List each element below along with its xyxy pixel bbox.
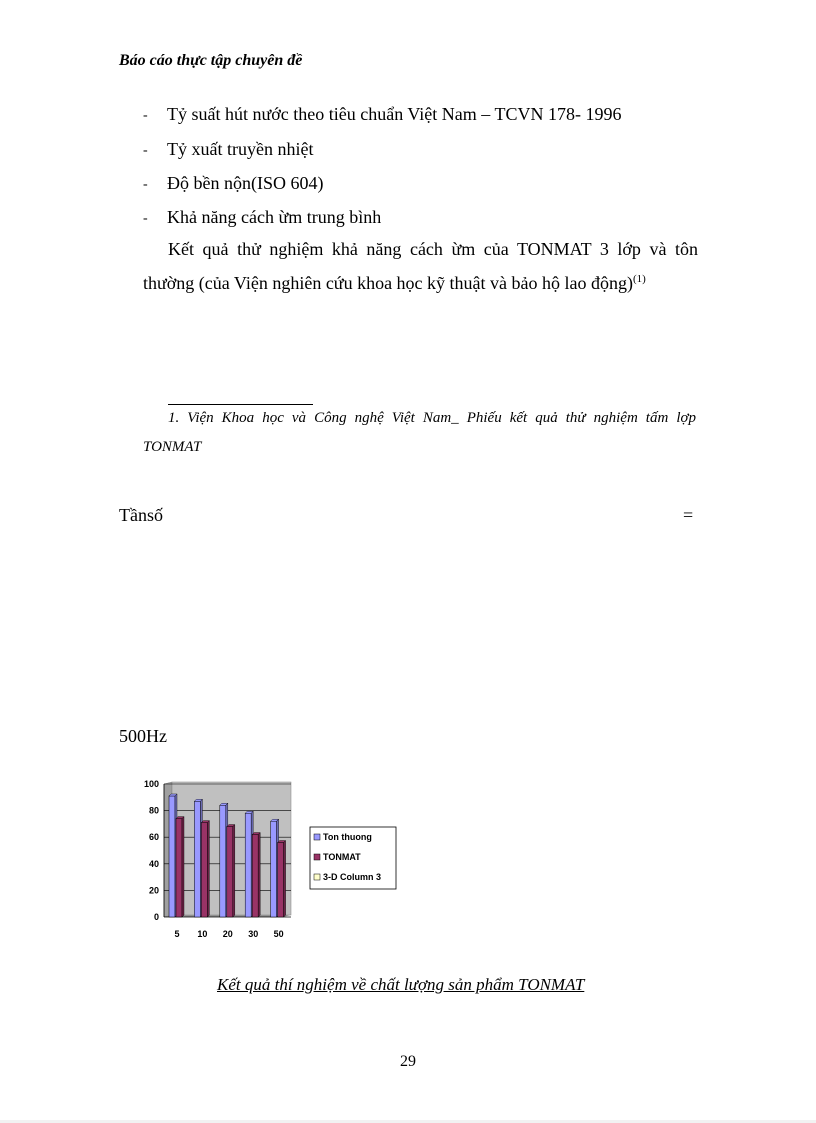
bar-tonmat xyxy=(201,823,207,917)
bar-tonmat xyxy=(176,819,182,917)
chart-caption: Kết quả thí nghiệm về chất lượng sản phẩm TONMAT xyxy=(217,975,585,994)
bullet-dash: - xyxy=(143,143,148,158)
bar-tonmat xyxy=(278,843,284,917)
bar-side xyxy=(233,825,235,917)
x-tick-label: 30 xyxy=(248,929,259,939)
y-tick-label: 0 xyxy=(153,912,159,922)
x-tick-label: 20 xyxy=(222,929,233,939)
legend-label: 3-D Column 3 xyxy=(323,872,382,882)
y-tick-label: 80 xyxy=(148,805,159,816)
footnote-reference: (1) xyxy=(633,273,646,285)
bar-side xyxy=(258,833,260,917)
bar-ton-thuong xyxy=(245,813,251,917)
bullet-dash: - xyxy=(143,211,148,226)
bullet-dash: - xyxy=(143,177,148,192)
bullet-text: Tỷ xuất truyền nhiệt xyxy=(167,139,314,159)
legend-label: TONMAT xyxy=(323,852,361,862)
bar-chart xyxy=(140,780,420,945)
footnote-line-2: TONMAT xyxy=(143,439,202,455)
document-header: Báo cáo thực tập chuyên đề xyxy=(119,52,303,69)
x-tick-label: 5 xyxy=(174,929,180,939)
legend-swatch xyxy=(314,874,320,880)
bar-tonmat xyxy=(227,827,233,917)
bullet-text: Độ bền nộn(ISO 604) xyxy=(167,173,324,193)
bar-ton-thuong xyxy=(194,801,200,917)
legend-swatch xyxy=(314,834,320,840)
bar-ton-thuong xyxy=(220,805,226,917)
y-tick-label: 40 xyxy=(148,858,159,869)
bullet-dash: - xyxy=(143,108,148,123)
x-tick-label: 50 xyxy=(273,929,284,939)
paragraph-line-2-text: thường (của Viện nghiên cứu khoa học kỹ thuật và bảo hộ lao động) xyxy=(143,273,633,293)
equals-sign: = xyxy=(683,505,694,525)
frequency-label: Tầnsố xyxy=(119,505,163,525)
footnote-separator xyxy=(168,404,313,405)
bar-ton-thuong xyxy=(169,796,175,917)
page-number: 29 xyxy=(400,1053,416,1070)
bullet-text: Khả năng cách ừm trung bình xyxy=(167,207,382,227)
y-tick-label: 60 xyxy=(148,832,159,843)
paragraph-line-1: Kết quả thử nghiệm khả năng cách ừm của TONMAT 3 lớp và tôn xyxy=(168,239,698,259)
y-tick-label: 20 xyxy=(148,885,159,896)
paragraph-line-2 xyxy=(143,273,646,294)
frequency-value: 500Hz xyxy=(119,726,167,746)
y-tick-label: 100 xyxy=(143,780,159,789)
bullet-text: Tỷ suất hút nước theo tiêu chuẩn Việt Nam – TCVN 178- 1996 xyxy=(167,104,622,124)
bar-side xyxy=(207,821,209,917)
legend-swatch xyxy=(314,854,320,860)
chart-plot-area xyxy=(144,780,291,939)
chart-legend xyxy=(310,827,396,889)
footnote-line-1: 1. Viện Khoa học và Công nghệ Việt Nam_ Phiếu kết quả thử nghiệm tấm lợp xyxy=(168,410,696,426)
legend-label: Ton thuong xyxy=(323,832,372,842)
bar-ton-thuong xyxy=(271,821,277,917)
bar-tonmat xyxy=(252,835,258,917)
bar-side xyxy=(182,817,184,917)
bar-side xyxy=(284,841,286,917)
x-tick-label: 10 xyxy=(197,929,208,939)
